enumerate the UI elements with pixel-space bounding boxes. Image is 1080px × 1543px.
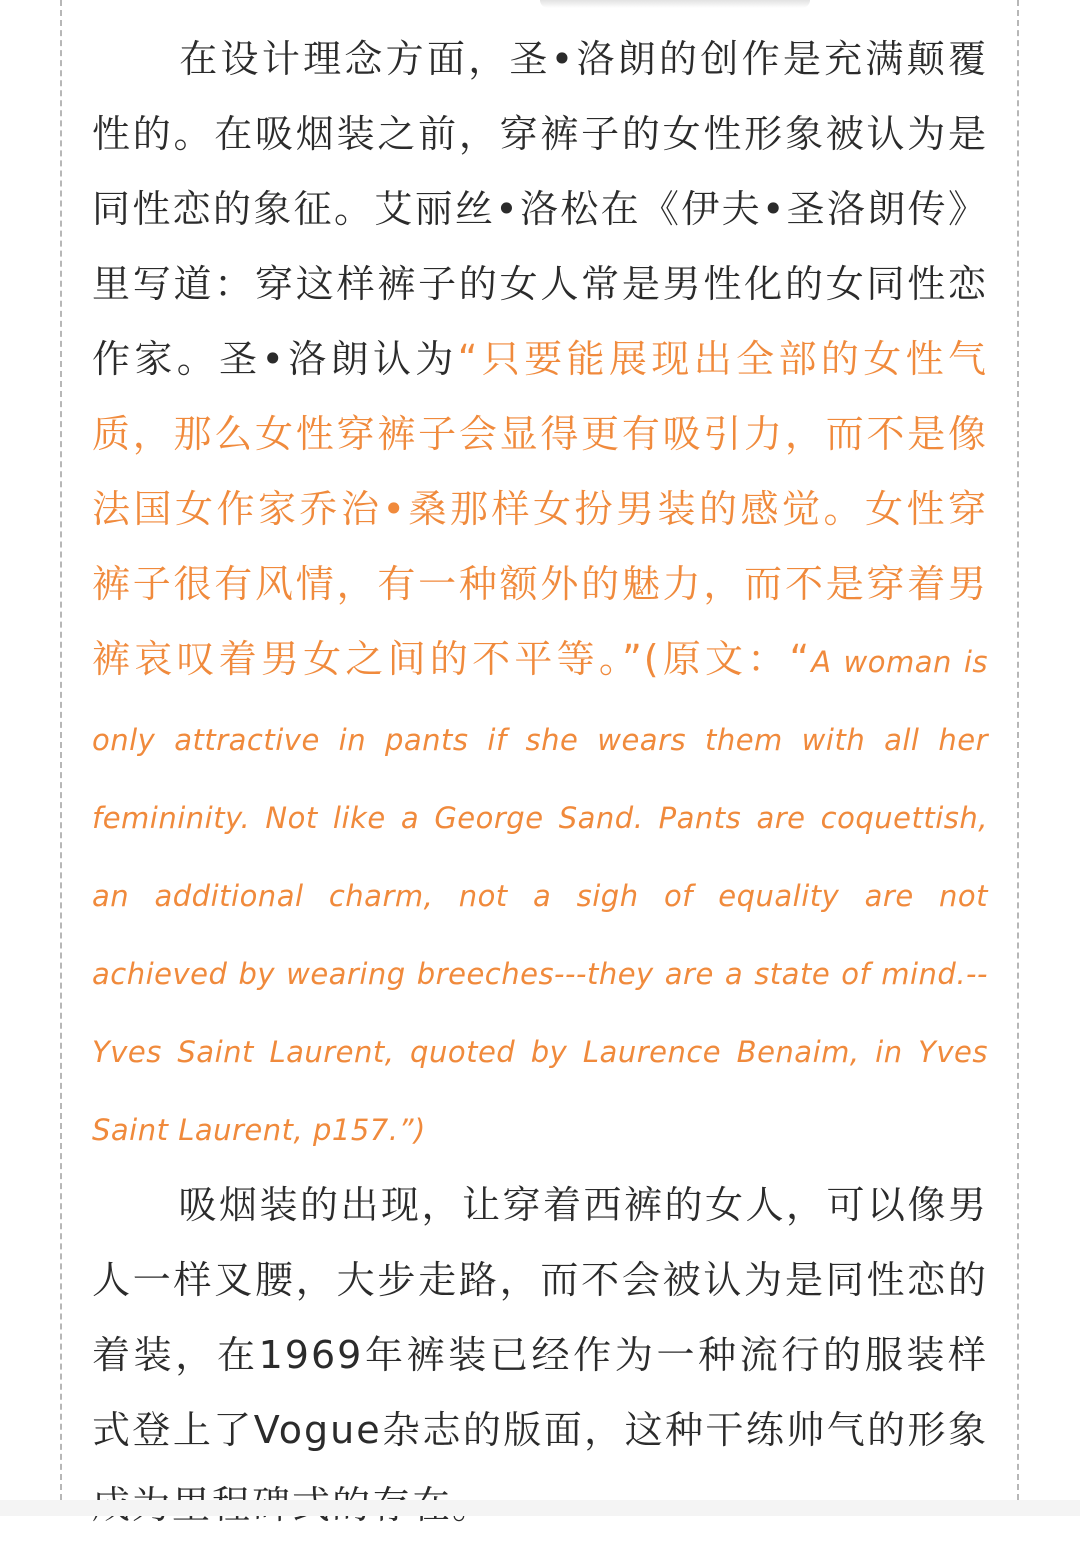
dashed-border-left	[60, 0, 62, 1500]
article-content	[92, 0, 988, 1543]
paragraph-smoking-suit	[92, 1168, 988, 1543]
quote-closing: ”)	[398, 1113, 426, 1147]
paragraph-design-concept	[92, 22, 988, 1168]
quote-english: A woman is only attractive in pants if she wears them with all her femininity. Not like a George Sand. Pants are coquettish, an additional charm, not a sigh of equality are not achieved by wearing breeches---they are a state of mind.--Yves Saint Laurent, quoted by Laurence Benaim, in Yves Saint Laurent, p157.	[92, 645, 988, 1147]
bottom-bar	[0, 1500, 1080, 1516]
paragraph-body-text: 吸烟装的出现，让穿着西裤的女人，可以像男人一样叉腰，大步走路，而不会被认为是同性恋的着装，在1969年裤装已经作为一种流行的服装样式登上了Vogue杂志的版面，这种干练帅气的形象	[92, 1183, 988, 1452]
paragraph-lead-text: 在设计理念方面，圣•洛朗的创作是充满颠覆性的。在吸烟装之前，穿裤子的女性形象被认为是同性恋的象征。艾丽丝•洛松在《伊夫•圣洛朗传》里写道：穿这样裤子的女人常是男性化的女同性恋作家。圣•洛朗认为	[92, 37, 988, 381]
quote-chinese: “只要能展现出全部的女性气质，那么女性穿裤子会显得更有吸引力，而不是像法国女作家乔治•桑那样女扮男装的感觉。女性穿裤子很有风情，有一种额外的魅力，而不是穿着男裤哀叹着男女之间的不平等。”(原文：“	[92, 337, 988, 681]
dashed-border-right	[1017, 0, 1019, 1500]
